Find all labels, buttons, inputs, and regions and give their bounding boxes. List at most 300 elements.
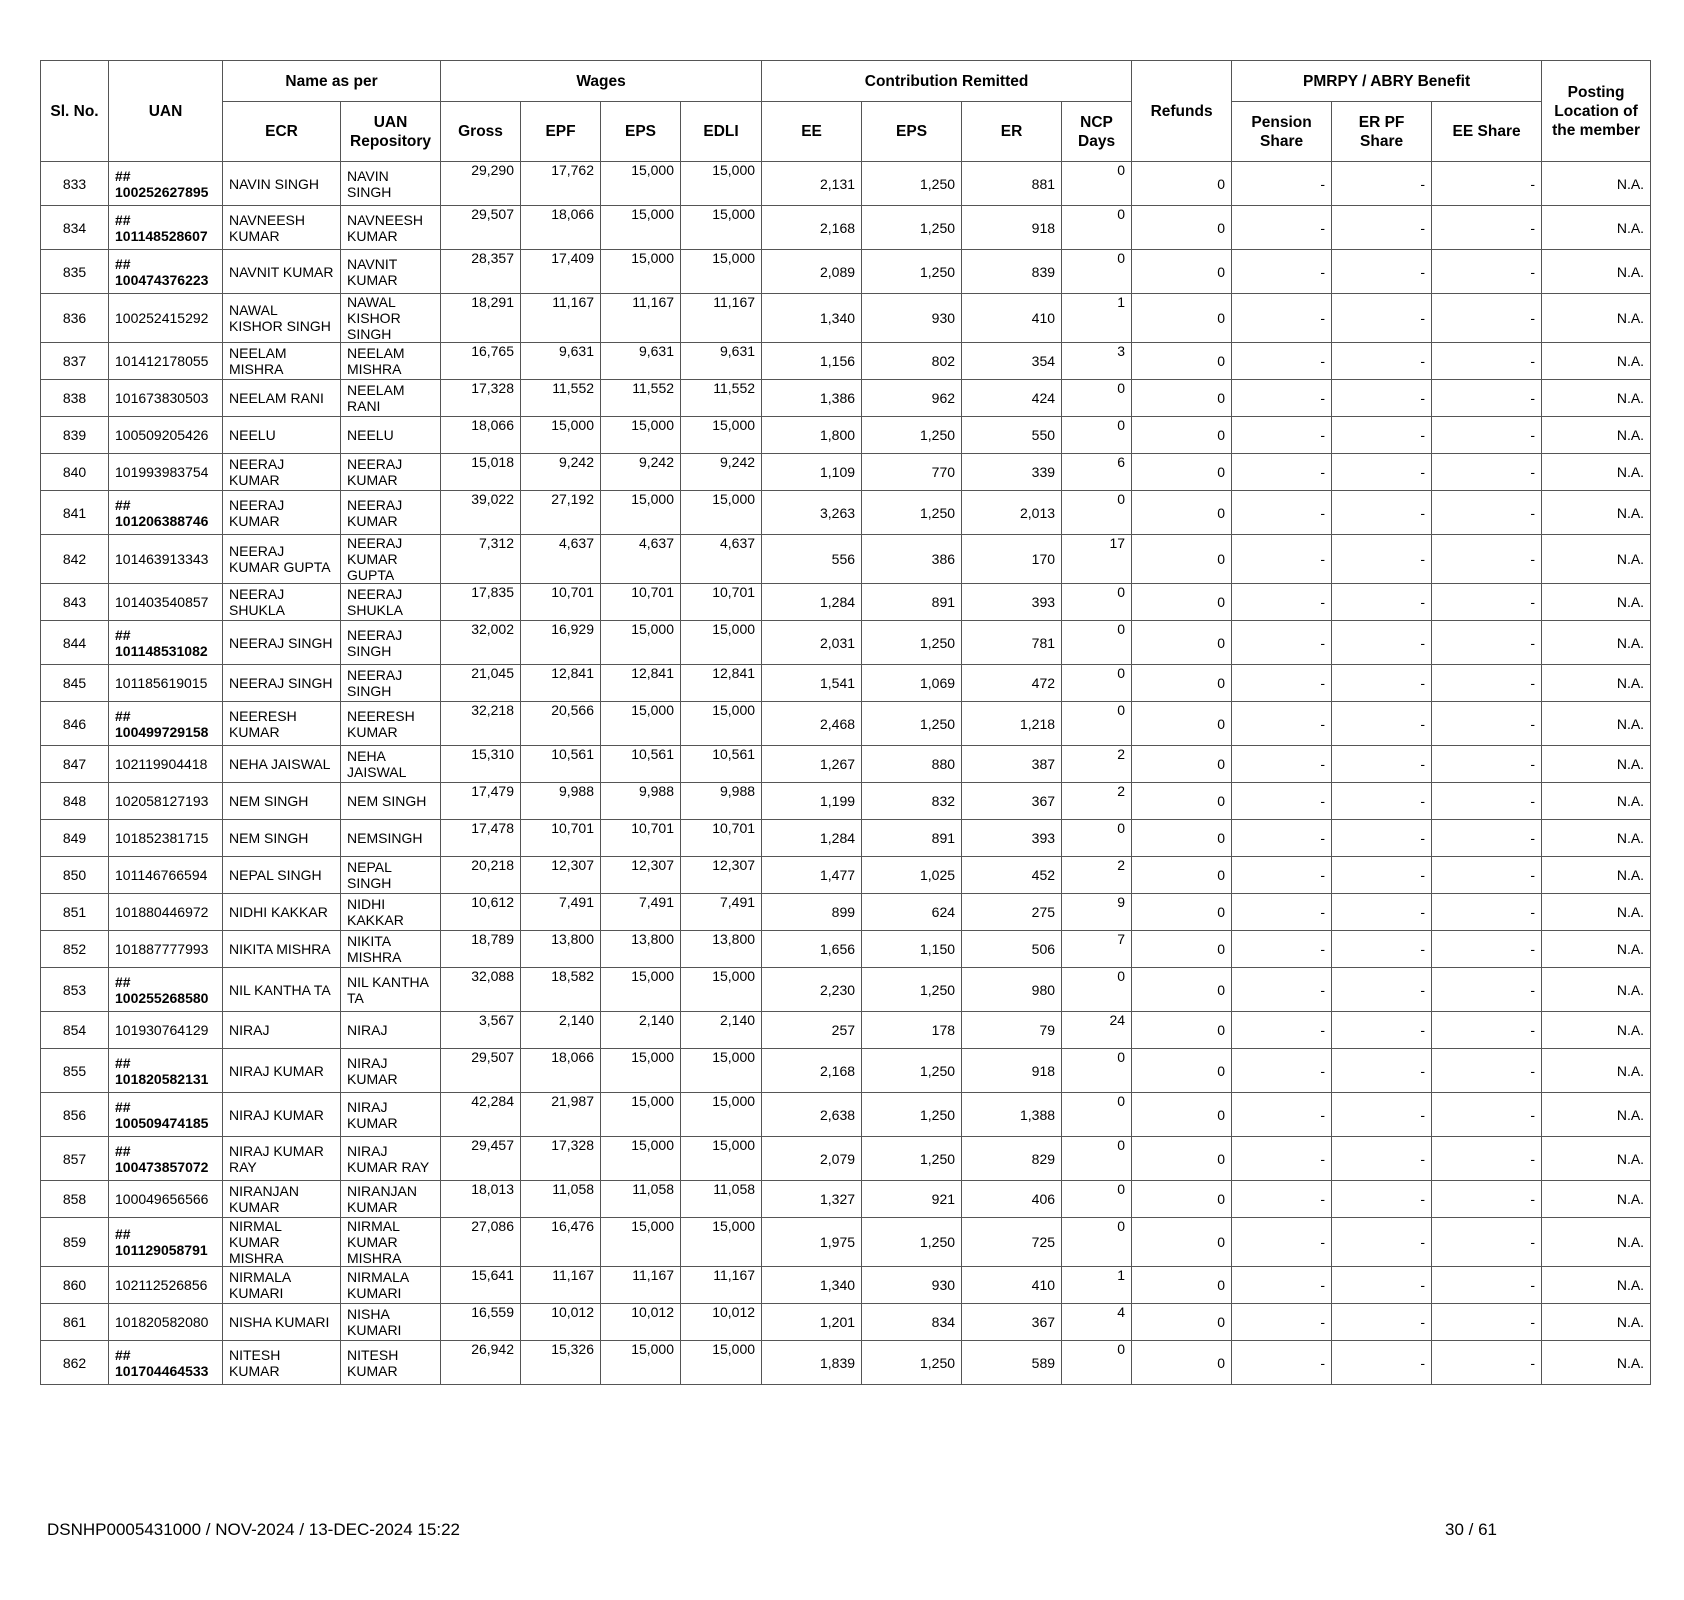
col-wages-edli: EDLI	[681, 102, 762, 162]
cell-sl-no: 851	[41, 894, 109, 931]
cell-ee: 1,477	[762, 857, 862, 894]
cell-contribution-eps: 624	[862, 894, 962, 931]
cell-wages-epf: 9,988	[521, 783, 601, 820]
cell-er: 918	[962, 1049, 1062, 1093]
cell-gross: 16,765	[441, 343, 521, 380]
cell-ee-share: -	[1432, 1049, 1542, 1093]
cell-posting-location: N.A.	[1542, 294, 1651, 343]
cell-er: 918	[962, 206, 1062, 250]
cell-pension-share: -	[1232, 894, 1332, 931]
cell-wages-edli: 15,000	[681, 206, 762, 250]
cell-er-pf-share: -	[1332, 621, 1432, 665]
cell-wages-epf: 11,167	[521, 294, 601, 343]
cell-wages-epf: 16,476	[521, 1218, 601, 1267]
cell-wages-epf: 27,192	[521, 491, 601, 535]
cell-sl-no: 835	[41, 250, 109, 294]
cell-posting-location: N.A.	[1542, 820, 1651, 857]
cell-ecr-name: NAVNIT KUMAR	[223, 250, 341, 294]
cell-er-pf-share: -	[1332, 746, 1432, 783]
cell-er-pf-share: -	[1332, 162, 1432, 206]
cell-refunds: 0	[1132, 491, 1232, 535]
cell-sl-no: 859	[41, 1218, 109, 1267]
cell-sl-no: 861	[41, 1304, 109, 1341]
cell-posting-location: N.A.	[1542, 1093, 1651, 1137]
cell-er-pf-share: -	[1332, 1304, 1432, 1341]
cell-wages-epf: 18,066	[521, 206, 601, 250]
cell-ecr-name: NIRAJ KUMAR	[223, 1049, 341, 1093]
cell-ecr-name: NIDHI KAKKAR	[223, 894, 341, 931]
cell-wages-eps: 15,000	[601, 206, 681, 250]
cell-ee: 2,031	[762, 621, 862, 665]
table-row	[41, 454, 1651, 491]
cell-ncp-days: 0	[1062, 380, 1132, 417]
cell-contribution-eps: 1,250	[862, 417, 962, 454]
cell-pension-share: -	[1232, 1341, 1332, 1385]
cell-wages-edli: 10,701	[681, 584, 762, 621]
cell-uan-repository-name: NEMSINGH	[341, 820, 441, 857]
cell-uan: ## 100474376223	[109, 250, 223, 294]
cell-sl-no: 852	[41, 931, 109, 968]
cell-er-pf-share: -	[1332, 294, 1432, 343]
table-row	[41, 1218, 1651, 1267]
cell-er: 410	[962, 294, 1062, 343]
cell-refunds: 0	[1132, 250, 1232, 294]
cell-ee: 1,386	[762, 380, 862, 417]
cell-pension-share: -	[1232, 1137, 1332, 1181]
cell-uan: 101887777993	[109, 931, 223, 968]
cell-gross: 26,942	[441, 1341, 521, 1385]
cell-er: 1,388	[962, 1093, 1062, 1137]
cell-uan-repository-name: NEELAM MISHRA	[341, 343, 441, 380]
cell-er-pf-share: -	[1332, 931, 1432, 968]
cell-contribution-eps: 1,069	[862, 665, 962, 702]
cell-posting-location: N.A.	[1542, 250, 1651, 294]
cell-wages-edli: 10,701	[681, 820, 762, 857]
cell-sl-no: 844	[41, 621, 109, 665]
cell-ecr-name: NEM SINGH	[223, 783, 341, 820]
cell-gross: 18,066	[441, 417, 521, 454]
cell-contribution-eps: 1,250	[862, 206, 962, 250]
cell-er: 881	[962, 162, 1062, 206]
table-row	[41, 1304, 1651, 1341]
cell-ecr-name: NAVIN SINGH	[223, 162, 341, 206]
table-row	[41, 783, 1651, 820]
cell-er: 354	[962, 343, 1062, 380]
cell-sl-no: 858	[41, 1181, 109, 1218]
cell-ee-share: -	[1432, 162, 1542, 206]
cell-contribution-eps: 1,250	[862, 702, 962, 746]
cell-contribution-eps: 930	[862, 294, 962, 343]
group-pmrpy-abry: PMRPY / ABRY Benefit	[1232, 61, 1542, 102]
cell-uan-repository-name: NITESH KUMAR	[341, 1341, 441, 1385]
cell-sl-no: 842	[41, 535, 109, 584]
cell-er-pf-share: -	[1332, 343, 1432, 380]
cell-ee: 2,638	[762, 1093, 862, 1137]
cell-uan: 101412178055	[109, 343, 223, 380]
cell-ee-share: -	[1432, 535, 1542, 584]
cell-ecr-name: NEELAM MISHRA	[223, 343, 341, 380]
cell-sl-no: 847	[41, 746, 109, 783]
cell-uan: 101463913343	[109, 535, 223, 584]
cell-ncp-days: 6	[1062, 454, 1132, 491]
cell-er: 170	[962, 535, 1062, 584]
cell-sl-no: 834	[41, 206, 109, 250]
cell-wages-eps: 15,000	[601, 968, 681, 1012]
cell-ee-share: -	[1432, 380, 1542, 417]
col-uan: UAN	[109, 61, 223, 162]
cell-wages-epf: 17,328	[521, 1137, 601, 1181]
cell-wages-epf: 16,929	[521, 621, 601, 665]
cell-refunds: 0	[1132, 783, 1232, 820]
cell-ncp-days: 0	[1062, 702, 1132, 746]
cell-er: 367	[962, 783, 1062, 820]
cell-wages-epf: 17,409	[521, 250, 601, 294]
cell-uan: ## 101148528607	[109, 206, 223, 250]
cell-uan: ## 100252627895	[109, 162, 223, 206]
cell-contribution-eps: 962	[862, 380, 962, 417]
cell-wages-edli: 15,000	[681, 1137, 762, 1181]
cell-sl-no: 833	[41, 162, 109, 206]
cell-ee: 899	[762, 894, 862, 931]
cell-wages-eps: 11,552	[601, 380, 681, 417]
cell-contribution-eps: 1,250	[862, 621, 962, 665]
cell-wages-edli: 15,000	[681, 968, 762, 1012]
cell-ecr-name: NEPAL SINGH	[223, 857, 341, 894]
cell-ncp-days: 0	[1062, 1049, 1132, 1093]
cell-ecr-name: NIRMALA KUMARI	[223, 1267, 341, 1304]
col-contribution-eps: EPS	[862, 102, 962, 162]
cell-wages-eps: 15,000	[601, 702, 681, 746]
cell-ee-share: -	[1432, 931, 1542, 968]
cell-gross: 39,022	[441, 491, 521, 535]
cell-gross: 18,013	[441, 1181, 521, 1218]
table-row	[41, 894, 1651, 931]
cell-ncp-days: 3	[1062, 343, 1132, 380]
cell-contribution-eps: 921	[862, 1181, 962, 1218]
cell-er: 393	[962, 820, 1062, 857]
cell-contribution-eps: 1,250	[862, 1341, 962, 1385]
cell-ee: 556	[762, 535, 862, 584]
cell-ee-share: -	[1432, 1137, 1542, 1181]
cell-posting-location: N.A.	[1542, 1267, 1651, 1304]
cell-wages-edli: 11,552	[681, 380, 762, 417]
table-row	[41, 584, 1651, 621]
cell-ee: 2,230	[762, 968, 862, 1012]
table-row	[41, 417, 1651, 454]
cell-wages-epf: 11,167	[521, 1267, 601, 1304]
cell-posting-location: N.A.	[1542, 1137, 1651, 1181]
cell-wages-eps: 15,000	[601, 162, 681, 206]
cell-pension-share: -	[1232, 1012, 1332, 1049]
cell-ee-share: -	[1432, 894, 1542, 931]
cell-posting-location: N.A.	[1542, 584, 1651, 621]
cell-refunds: 0	[1132, 1341, 1232, 1385]
cell-ecr-name: NEERAJ KUMAR GUPTA	[223, 535, 341, 584]
cell-refunds: 0	[1132, 1137, 1232, 1181]
cell-wages-eps: 11,167	[601, 294, 681, 343]
cell-ee-share: -	[1432, 1267, 1542, 1304]
cell-contribution-eps: 1,250	[862, 1093, 962, 1137]
cell-posting-location: N.A.	[1542, 783, 1651, 820]
cell-wages-epf: 20,566	[521, 702, 601, 746]
col-sl-no: Sl. No.	[41, 61, 109, 162]
cell-er: 410	[962, 1267, 1062, 1304]
cell-gross: 42,284	[441, 1093, 521, 1137]
cell-wages-epf: 10,561	[521, 746, 601, 783]
cell-gross: 32,088	[441, 968, 521, 1012]
table-row	[41, 1267, 1651, 1304]
cell-er: 506	[962, 931, 1062, 968]
cell-posting-location: N.A.	[1542, 162, 1651, 206]
cell-sl-no: 836	[41, 294, 109, 343]
cell-pension-share: -	[1232, 1093, 1332, 1137]
cell-wages-edli: 15,000	[681, 1049, 762, 1093]
cell-refunds: 0	[1132, 294, 1232, 343]
cell-ncp-days: 0	[1062, 1137, 1132, 1181]
cell-ncp-days: 17	[1062, 535, 1132, 584]
cell-uan-repository-name: NAVNIT KUMAR	[341, 250, 441, 294]
cell-refunds: 0	[1132, 380, 1232, 417]
cell-uan-repository-name: NIRMAL KUMAR MISHRA	[341, 1218, 441, 1267]
cell-ee: 1,199	[762, 783, 862, 820]
cell-refunds: 0	[1132, 746, 1232, 783]
cell-ncp-days: 0	[1062, 1093, 1132, 1137]
cell-er-pf-share: -	[1332, 454, 1432, 491]
cell-er-pf-share: -	[1332, 1137, 1432, 1181]
cell-pension-share: -	[1232, 1267, 1332, 1304]
cell-refunds: 0	[1132, 162, 1232, 206]
cell-sl-no: 860	[41, 1267, 109, 1304]
cell-ecr-name: NAVNEESH KUMAR	[223, 206, 341, 250]
cell-ee: 1,340	[762, 294, 862, 343]
cell-ncp-days: 0	[1062, 162, 1132, 206]
cell-ee: 2,079	[762, 1137, 862, 1181]
cell-ee-share: -	[1432, 820, 1542, 857]
col-ee: EE	[762, 102, 862, 162]
cell-sl-no: 862	[41, 1341, 109, 1385]
cell-wages-edli: 15,000	[681, 1341, 762, 1385]
cell-uan: 101930764129	[109, 1012, 223, 1049]
cell-posting-location: N.A.	[1542, 746, 1651, 783]
table-row	[41, 746, 1651, 783]
cell-uan: 102058127193	[109, 783, 223, 820]
cell-ee-share: -	[1432, 702, 1542, 746]
cell-refunds: 0	[1132, 206, 1232, 250]
cell-uan: ## 101704464533	[109, 1341, 223, 1385]
cell-er: 79	[962, 1012, 1062, 1049]
cell-uan: 100509205426	[109, 417, 223, 454]
cell-uan: 100049656566	[109, 1181, 223, 1218]
cell-refunds: 0	[1132, 417, 1232, 454]
cell-wages-eps: 10,012	[601, 1304, 681, 1341]
cell-posting-location: N.A.	[1542, 931, 1651, 968]
cell-contribution-eps: 1,250	[862, 162, 962, 206]
cell-sl-no: 848	[41, 783, 109, 820]
cell-ncp-days: 0	[1062, 621, 1132, 665]
cell-ee: 2,468	[762, 702, 862, 746]
cell-gross: 32,218	[441, 702, 521, 746]
cell-sl-no: 857	[41, 1137, 109, 1181]
cell-uan-repository-name: NEELAM RANI	[341, 380, 441, 417]
cell-er: 406	[962, 1181, 1062, 1218]
cell-contribution-eps: 891	[862, 584, 962, 621]
cell-refunds: 0	[1132, 343, 1232, 380]
cell-uan: 102112526856	[109, 1267, 223, 1304]
cell-er: 1,218	[962, 702, 1062, 746]
cell-wages-edli: 4,637	[681, 535, 762, 584]
cell-ee-share: -	[1432, 857, 1542, 894]
cell-uan: 101880446972	[109, 894, 223, 931]
cell-contribution-eps: 1,025	[862, 857, 962, 894]
cell-wages-edli: 15,000	[681, 417, 762, 454]
cell-refunds: 0	[1132, 665, 1232, 702]
cell-pension-share: -	[1232, 1218, 1332, 1267]
cell-wages-eps: 13,800	[601, 931, 681, 968]
cell-wages-epf: 18,066	[521, 1049, 601, 1093]
cell-uan: ## 100509474185	[109, 1093, 223, 1137]
cell-wages-edli: 15,000	[681, 1218, 762, 1267]
group-name-as-per: Name as per	[223, 61, 441, 102]
cell-wages-epf: 11,058	[521, 1181, 601, 1218]
cell-er-pf-share: -	[1332, 1049, 1432, 1093]
cell-ecr-name: NIL KANTHA TA	[223, 968, 341, 1012]
cell-pension-share: -	[1232, 931, 1332, 968]
cell-ee-share: -	[1432, 584, 1542, 621]
cell-ee: 1,541	[762, 665, 862, 702]
cell-gross: 15,018	[441, 454, 521, 491]
cell-wages-edli: 15,000	[681, 250, 762, 294]
cell-er: 367	[962, 1304, 1062, 1341]
cell-wages-edli: 15,000	[681, 162, 762, 206]
cell-wages-eps: 15,000	[601, 1137, 681, 1181]
cell-wages-epf: 18,582	[521, 968, 601, 1012]
cell-sl-no: 856	[41, 1093, 109, 1137]
cell-ee-share: -	[1432, 1304, 1542, 1341]
cell-uan-repository-name: NEPAL SINGH	[341, 857, 441, 894]
cell-ncp-days: 1	[1062, 1267, 1132, 1304]
cell-er-pf-share: -	[1332, 491, 1432, 535]
cell-contribution-eps: 802	[862, 343, 962, 380]
cell-ee-share: -	[1432, 206, 1542, 250]
cell-ee: 3,263	[762, 491, 862, 535]
cell-uan: ## 101820582131	[109, 1049, 223, 1093]
table-row	[41, 491, 1651, 535]
cell-ecr-name: NEERAJ SINGH	[223, 621, 341, 665]
cell-ecr-name: NEELAM RANI	[223, 380, 341, 417]
cell-wages-epf: 2,140	[521, 1012, 601, 1049]
cell-gross: 29,290	[441, 162, 521, 206]
cell-gross: 21,045	[441, 665, 521, 702]
cell-refunds: 0	[1132, 535, 1232, 584]
col-uan-repository: UAN Repository	[341, 102, 441, 162]
cell-ee: 1,839	[762, 1341, 862, 1385]
cell-gross: 15,310	[441, 746, 521, 783]
cell-er: 980	[962, 968, 1062, 1012]
table-row	[41, 1093, 1651, 1137]
cell-refunds: 0	[1132, 1304, 1232, 1341]
cell-refunds: 0	[1132, 454, 1232, 491]
cell-wages-eps: 15,000	[601, 1093, 681, 1137]
cell-wages-eps: 9,242	[601, 454, 681, 491]
cell-refunds: 0	[1132, 584, 1232, 621]
cell-pension-share: -	[1232, 380, 1332, 417]
cell-contribution-eps: 1,250	[862, 1137, 962, 1181]
cell-ecr-name: NEERAJ SHUKLA	[223, 584, 341, 621]
col-er: ER	[962, 102, 1062, 162]
cell-ee-share: -	[1432, 343, 1542, 380]
cell-uan-repository-name: NIRAJ	[341, 1012, 441, 1049]
cell-er: 550	[962, 417, 1062, 454]
cell-ee-share: -	[1432, 294, 1542, 343]
cell-pension-share: -	[1232, 820, 1332, 857]
cell-wages-edli: 15,000	[681, 621, 762, 665]
cell-ee: 1,201	[762, 1304, 862, 1341]
cell-gross: 17,478	[441, 820, 521, 857]
cell-ee-share: -	[1432, 491, 1542, 535]
table-row	[41, 380, 1651, 417]
cell-posting-location: N.A.	[1542, 968, 1651, 1012]
cell-ee-share: -	[1432, 250, 1542, 294]
cell-ncp-days: 0	[1062, 665, 1132, 702]
table-row	[41, 206, 1651, 250]
cell-wages-edli: 12,307	[681, 857, 762, 894]
cell-uan-repository-name: NEERAJ SINGH	[341, 621, 441, 665]
cell-contribution-eps: 1,250	[862, 1049, 962, 1093]
cell-refunds: 0	[1132, 857, 1232, 894]
cell-ee: 1,656	[762, 931, 862, 968]
cell-ncp-days: 0	[1062, 491, 1132, 535]
cell-posting-location: N.A.	[1542, 206, 1651, 250]
table-row	[41, 665, 1651, 702]
cell-uan-repository-name: NAVIN SINGH	[341, 162, 441, 206]
cell-gross: 17,835	[441, 584, 521, 621]
cell-wages-eps: 15,000	[601, 621, 681, 665]
cell-ncp-days: 2	[1062, 746, 1132, 783]
cell-gross: 3,567	[441, 1012, 521, 1049]
cell-wages-edli: 10,561	[681, 746, 762, 783]
col-ee-share: EE Share	[1432, 102, 1542, 162]
table-body	[41, 162, 1651, 1385]
cell-wages-edli: 9,988	[681, 783, 762, 820]
cell-uan: 102119904418	[109, 746, 223, 783]
cell-pension-share: -	[1232, 491, 1332, 535]
cell-refunds: 0	[1132, 1267, 1232, 1304]
cell-gross: 29,507	[441, 206, 521, 250]
cell-pension-share: -	[1232, 417, 1332, 454]
cell-ee: 257	[762, 1012, 862, 1049]
cell-refunds: 0	[1132, 1218, 1232, 1267]
cell-ee-share: -	[1432, 783, 1542, 820]
cell-er-pf-share: -	[1332, 250, 1432, 294]
cell-pension-share: -	[1232, 343, 1332, 380]
table-header	[41, 61, 1651, 162]
col-er-pf-share: ER PF Share	[1332, 102, 1432, 162]
cell-ee-share: -	[1432, 746, 1542, 783]
cell-gross: 17,328	[441, 380, 521, 417]
cell-uan-repository-name: NEERAJ KUMAR	[341, 491, 441, 535]
cell-wages-edli: 12,841	[681, 665, 762, 702]
cell-uan-repository-name: NEELU	[341, 417, 441, 454]
cell-er: 275	[962, 894, 1062, 931]
table-row	[41, 968, 1651, 1012]
cell-ecr-name: NAWAL KISHOR SINGH	[223, 294, 341, 343]
cell-ee: 1,267	[762, 746, 862, 783]
cell-sl-no: 841	[41, 491, 109, 535]
cell-uan-repository-name: NEERESH KUMAR	[341, 702, 441, 746]
cell-refunds: 0	[1132, 1049, 1232, 1093]
cell-ncp-days: 0	[1062, 417, 1132, 454]
cell-uan: ## 101148531082	[109, 621, 223, 665]
